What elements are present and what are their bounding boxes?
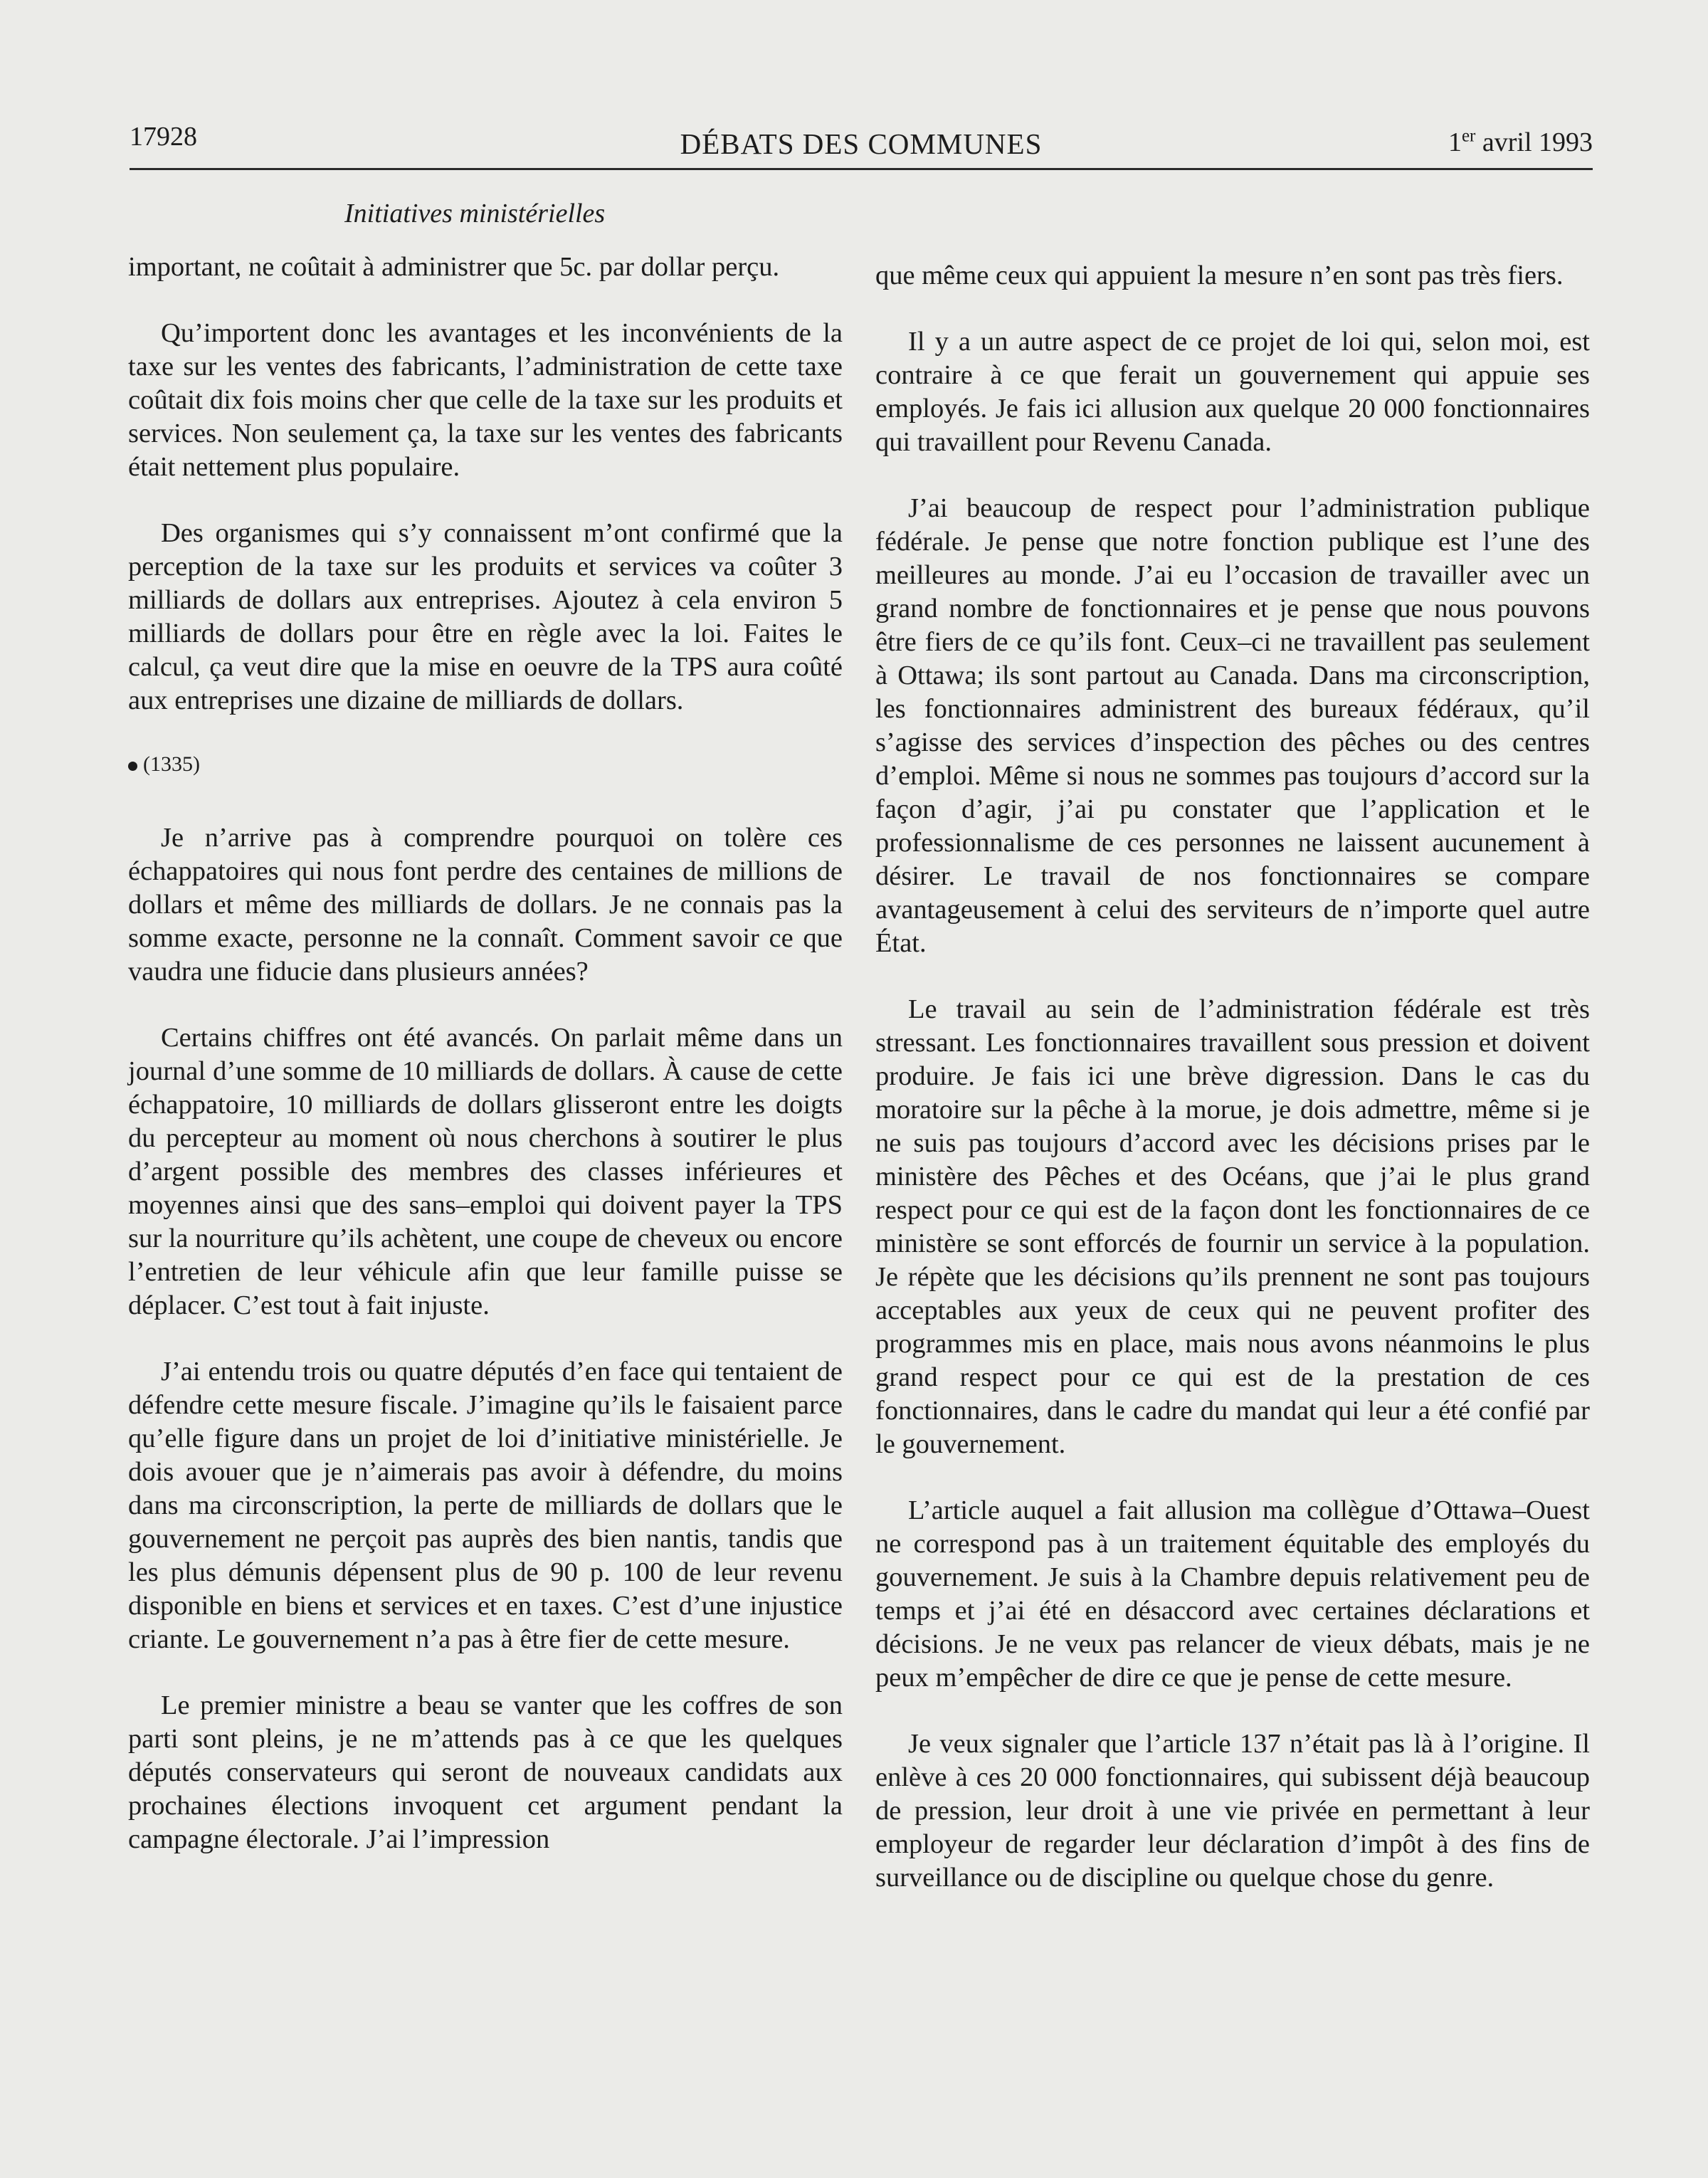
paragraph: Il y a un autre aspect de ce projet de loi qui, selon moi, est contraire à ce que ferait un gouvernement qui appuie ses employés. Je fais ici allusion aux quelque 20 000 fonctionnaires qui travaillent pour Revenu Canada. (875, 327, 1590, 457)
section-rubric: Initiatives ministérielles (344, 199, 606, 228)
paragraph: Le travail au sein de l’administration fédérale est très stressant. Les fonctionnaires travaillent sous pression et doivent produire. Je fais ici une brève digression. Dans le cas du moratoire sur la pêche à la morue, je dois admettre, même si je ne suis pas toujours d’accord avec les décisions prises par le ministère des Pêches et des Océans, que j’ai le plus grand respect pour ce qui est de la façon dont les fonctionnaires de ce ministère se sont efforcés de fournir un service à la population. Je répète que les décisions qu’ils prennent ne sont pas toujours acceptables aux yeux de ceux qui ne peuvent profiter des programmes mis en place, mais nous avons néanmoins le plus grand respect pour ce qui est de la prestation de ces fonctionnaires, dans le cadre du mandat qui leur a été confié par le gouvernement. (875, 994, 1590, 1459)
paragraph: J’ai beaucoup de respect pour l’administration publique fédérale. Je pense que notre fonction publique est l’une des meilleures au monde. J’ai eu l’occasion de travailler avec un grand nombre de fonctionnaires et je pense que nous pouvons être fiers de ce qu’ils font. Ceux–ci ne travaillent pas seulement à Ottawa; ils sont partout au Canada. Dans ma circonscription, les fonctionnaires administrent des bureaux fédéraux, qu’il s’agisse des services d’inspection des pêches ou des centres d’emploi. Même si nous ne sommes pas toujours d’accord sur la façon d’agir, j’ai pu constater que l’application et le professionnalisme de ces personnes ne laissent aucunement à désirer. Le travail de nos fonctionnaires se compare avantageusement à celui des serviteurs de n’importe quel autre État. (875, 493, 1590, 958)
paragraph: Certains chiffres ont été avancés. On parlait même dans un journal d’une somme de 10 milliards de dollars. À cause de cette échappatoire, 10 milliards de dollars glisseront entre les doigts du percepteur au moment où nous cherchons à soutirer le plus d’argent possible des membres des classes inférieures et moyennes ainsi que des sans–emploi qui doivent payer la TPS sur la nourriture qu’ils achètent, une coupe de cheveux ou encore l’entretien de leur véhicule afin que leur famille puisse se déplacer. C’est tout à fait injuste. (128, 1023, 843, 1320)
paragraph: Qu’importent donc les avantages et les inconvénients de la taxe sur les ventes des fabricants, l’administration de cette taxe coûtait dix fois moins cher que celle de la taxe sur les produits et services. Non seulement ça, la taxe sur les ventes des fabricants était nettement plus populaire. (128, 318, 843, 482)
paragraph: que même ceux qui appuient la mesure n’en sont pas très fiers. (875, 261, 1564, 290)
paragraph: Je veux signaler que l’article 137 n’était pas là à l’origine. Il enlève à ces 20 000 fonctionnaires, qui subissent déjà beaucoup de pression, leur droit à une vie privée en permettant à leur employeur de regarder leur déclaration d’impôt à des fins de surveillance ou de discipline ou quelque chose du genre. (875, 1729, 1590, 1893)
right-column (875, 259, 1590, 1927)
paragraph: Des organismes qui s’y connaissent m’ont confirmé que la perception de la taxe sur les produits et services va coûter 3 milliards de dollars aux entreprises. Ajoutez à cela environ 5 milliards de dollars pour être en règle avec la loi. Faites le calcul, ça veut dire que la mise en oeuvre de la TPS aura coûté aux entreprises une dizaine de milliards de dollars. (128, 518, 843, 715)
date-month-year: avril 1993 (1475, 127, 1593, 157)
paragraph: J’ai entendu trois ou quatre députés d’en face qui tentaient de défendre cette mesure fiscale. J’imagine qu’ils le faisaient parce qu’elle figure dans un projet de loi d’initiative ministérielle. Je dois avouer que je n’aimerais pas avoir à défendre, du moins dans ma circonscription, la perte de milliards de dollars que le gouvernement ne perçoit pas auprès des bien nantis, tandis que les plus démunis dépensent plus de 90 p. 100 de leur revenu disponible en biens et services et en taxes. C’est d’une injustice criante. Le gouvernement n’a pas à être fier de cette mesure. (128, 1357, 843, 1654)
paragraph: L’article auquel a fait allusion ma collègue d’Ottawa–Ouest ne correspond pas à un traitement équitable des employés du gouvernement. Je suis à la Chambre depuis relativement peu de temps et j’ai été en désaccord avec certaines déclarations et décisions. Je ne veux pas relancer de vieux débats, mais je ne peux m’empêcher de dire ce que je pense de cette mesure. (875, 1495, 1590, 1693)
date-day: 1 (1448, 127, 1462, 157)
date-superscript: er (1461, 126, 1476, 146)
publication-date (1448, 127, 1593, 158)
journal-title: DÉBATS DES COMMUNES (680, 127, 1043, 160)
left-column (128, 251, 843, 1889)
paragraph: Je n’arrive pas à comprendre pourquoi on tolère ces échappatoires qui nous font perdre des centaines de millions de dollars et même des milliards de dollars. Je ne connais pas la somme exacte, personne ne la connaît. Comment savoir ce que vaudra une fiducie dans plusieurs années? (128, 823, 843, 987)
paragraph: Le premier ministre a beau se vanter que les coffres de son parti sont pleins, je ne m’attends pas à ce que les quelques députés conservateurs qui seront de nouveaux candidats aux prochaines élections invoquent cet argument pendant la campagne électorale. J’ai l’impression (128, 1690, 843, 1854)
time-marker-text: (1335) (143, 752, 200, 776)
paragraph: important, ne coûtait à administrer que 5c. par dollar perçu. (128, 252, 780, 282)
bullet-icon (128, 762, 137, 771)
time-marker (128, 750, 843, 779)
page-header (130, 121, 1593, 170)
page-number: 17928 (130, 122, 197, 152)
